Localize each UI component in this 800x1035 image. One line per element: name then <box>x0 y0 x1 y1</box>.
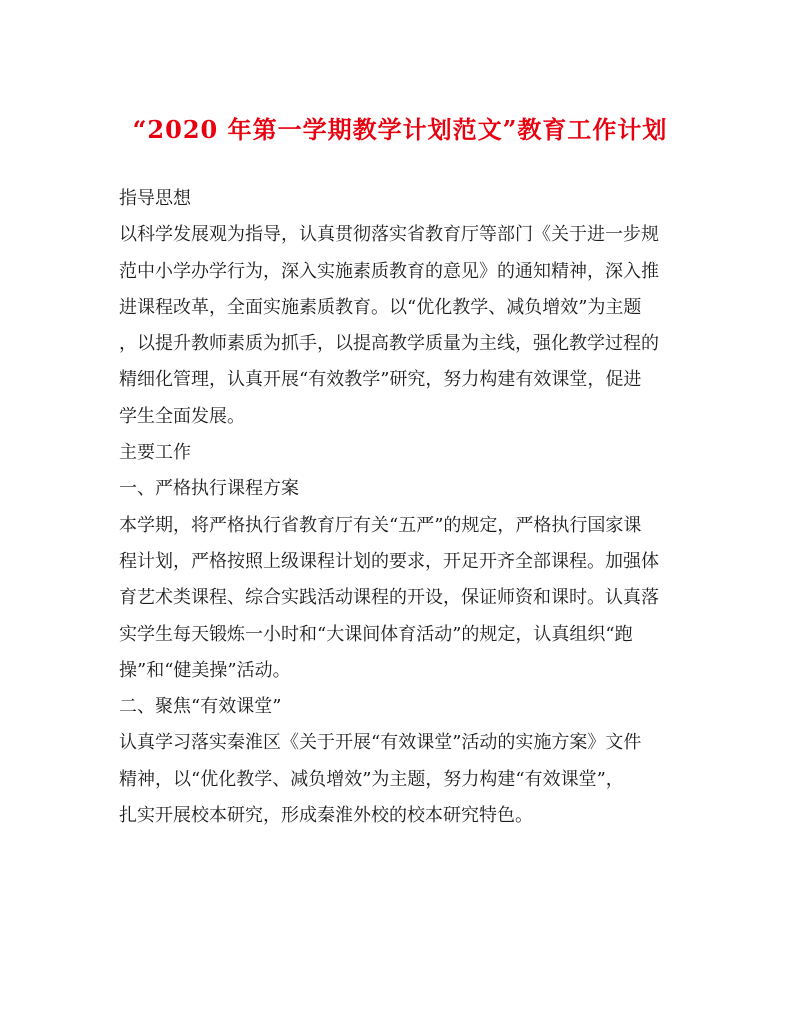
paragraph-line: 学生全面发展。 <box>119 405 245 427</box>
paragraph-line: 本学期，将严格执行省教育厅有关“五严”的规定，严格执行国家课 <box>119 514 642 536</box>
heading-guiding-ideology: 指导思想 <box>119 188 191 209</box>
document-title: “2020 年第一学期教学计划范文”教育工作计划 <box>132 115 668 144</box>
paragraph-line: 育艺术类课程、综合实践活动课程的开设，保证师资和课时。认真落 <box>119 587 659 609</box>
paragraph-line: 扎实开展校本研究，形成秦淮外校的校本研究特色。 <box>119 805 533 827</box>
paragraph-line: 以科学发展观为指导，认真贯彻落实省教育厅等部门《关于进一步规 <box>119 224 659 246</box>
paragraph-line: 操”和“健美操”活动。 <box>119 659 291 681</box>
paragraph-line: 实学生每天锻炼一小时和“大课间体育活动”的规定，认真组织“跑 <box>119 623 633 645</box>
section-heading-2: 二、聚焦“有效课堂” <box>119 696 282 718</box>
paragraph-line: ，以提升教师素质为抓手，以提高教学质量为主线，强化教学过程的 <box>119 333 659 355</box>
paragraph-line: 范中小学办学行为，深入实施素质教育的意见》的通知精神，深入推 <box>119 260 659 282</box>
paragraph-line: 精神，以“优化教学、减负增效”为主题，努力构建“有效课堂”， <box>119 768 624 790</box>
section-heading-1: 一、严格执行课程方案 <box>119 478 299 500</box>
paragraph-line: 程计划，严格按照上级课程计划的要求，开足开齐全部课程。加强体 <box>119 550 659 572</box>
paragraph-line: 进课程改革，全面实施素质教育。以“优化教学、减负增效”为主题 <box>119 296 642 318</box>
heading-main-work: 主要工作 <box>119 442 191 464</box>
paragraph-line: 精细化管理，认真开展“有效教学”研究，努力构建有效课堂，促进 <box>119 369 642 391</box>
paragraph-line: 认真学习落实秦淮区《关于开展“有效课堂”活动的实施方案》文件 <box>119 732 642 754</box>
document-body <box>119 181 679 834</box>
